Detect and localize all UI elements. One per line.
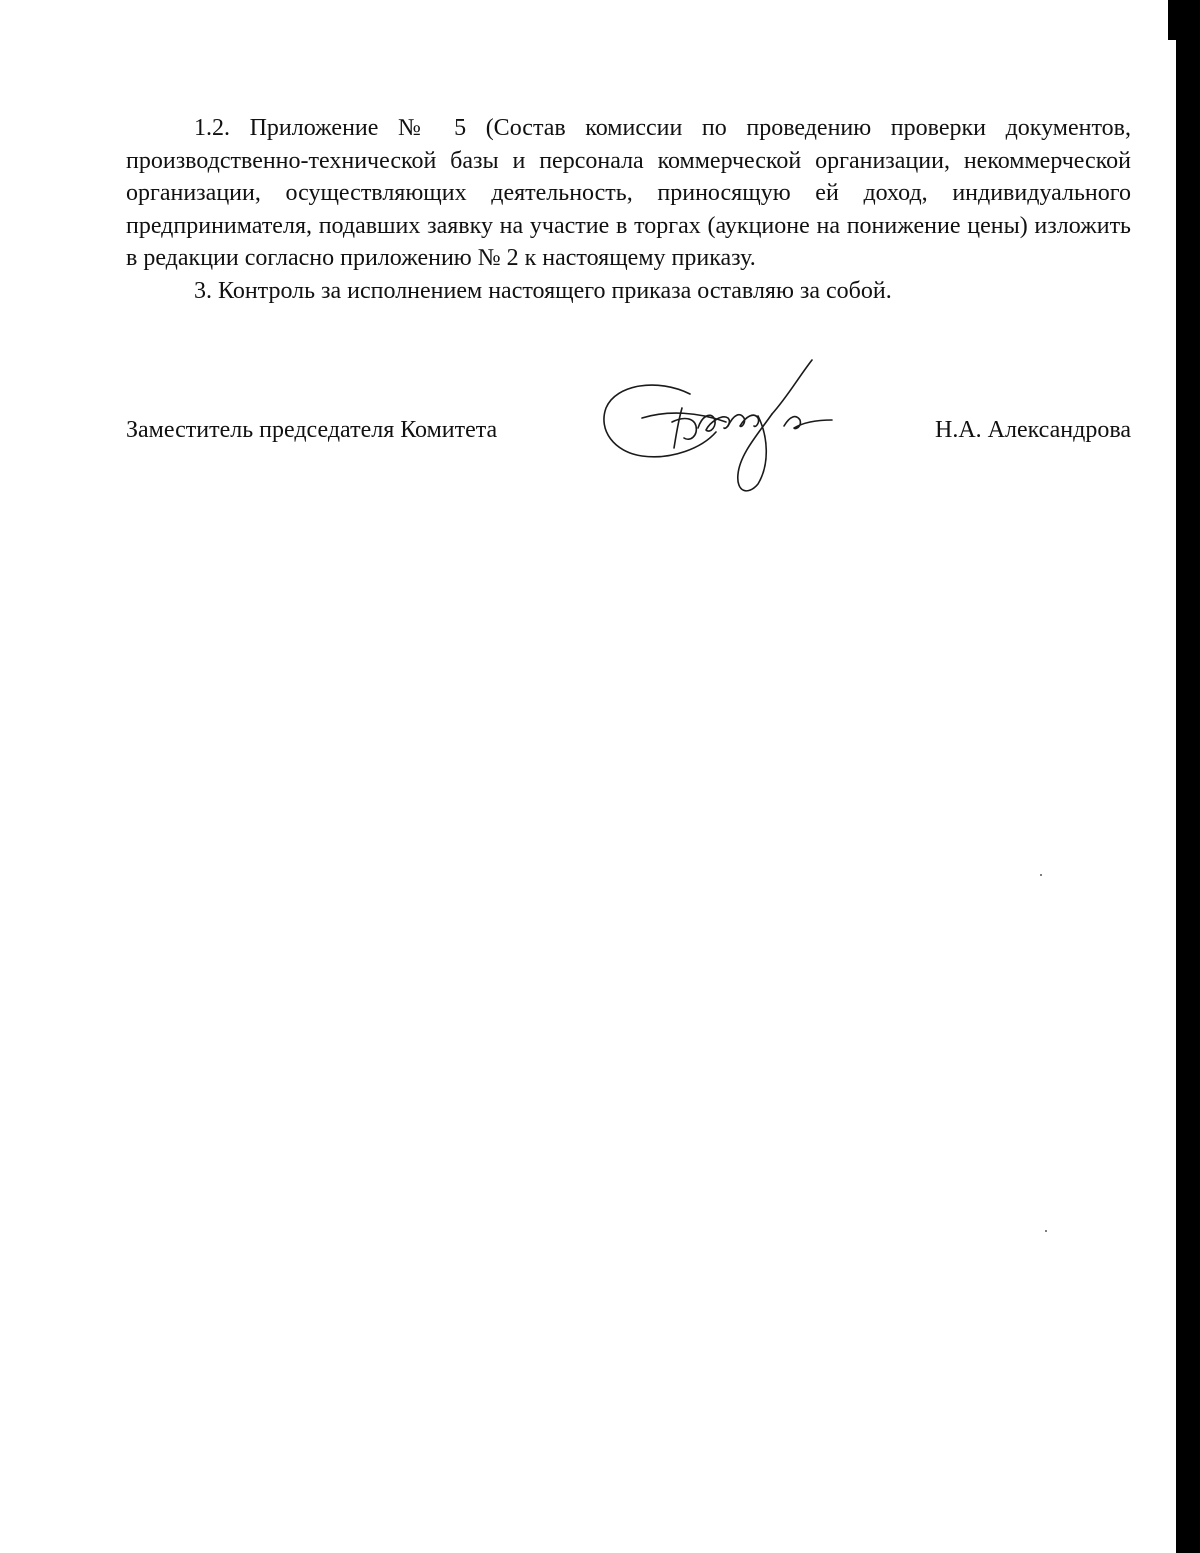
scan-speck <box>1045 1230 1047 1232</box>
signatory-position: Заместитель председателя Комитета <box>126 417 498 443</box>
scan-border-right <box>1176 0 1200 1553</box>
signatory-name: Н.А. Александрова <box>934 417 1131 443</box>
scan-speck <box>1040 874 1042 876</box>
scan-border-top <box>1168 0 1200 40</box>
paragraph-1-2: 1.2. Приложение № 5 (Состав комиссии по проведению проверки документов, производственно-технической базы и персонала коммерческой организации, некоммерческой организации, осуществляющих деятельность, приносящую ей доход, индивидуального предпринимателя, подавших заявку на участие в торгах (аукционе на понижение цены) изложить в редакции согласно приложению № 2 к настоящему приказу. <box>126 115 1131 271</box>
paragraph-3: 3. Контроль за исполнением настоящего приказа оставляю за собой. <box>194 277 892 304</box>
document-body <box>126 112 1131 307</box>
handwritten-signature-icon <box>598 356 838 496</box>
